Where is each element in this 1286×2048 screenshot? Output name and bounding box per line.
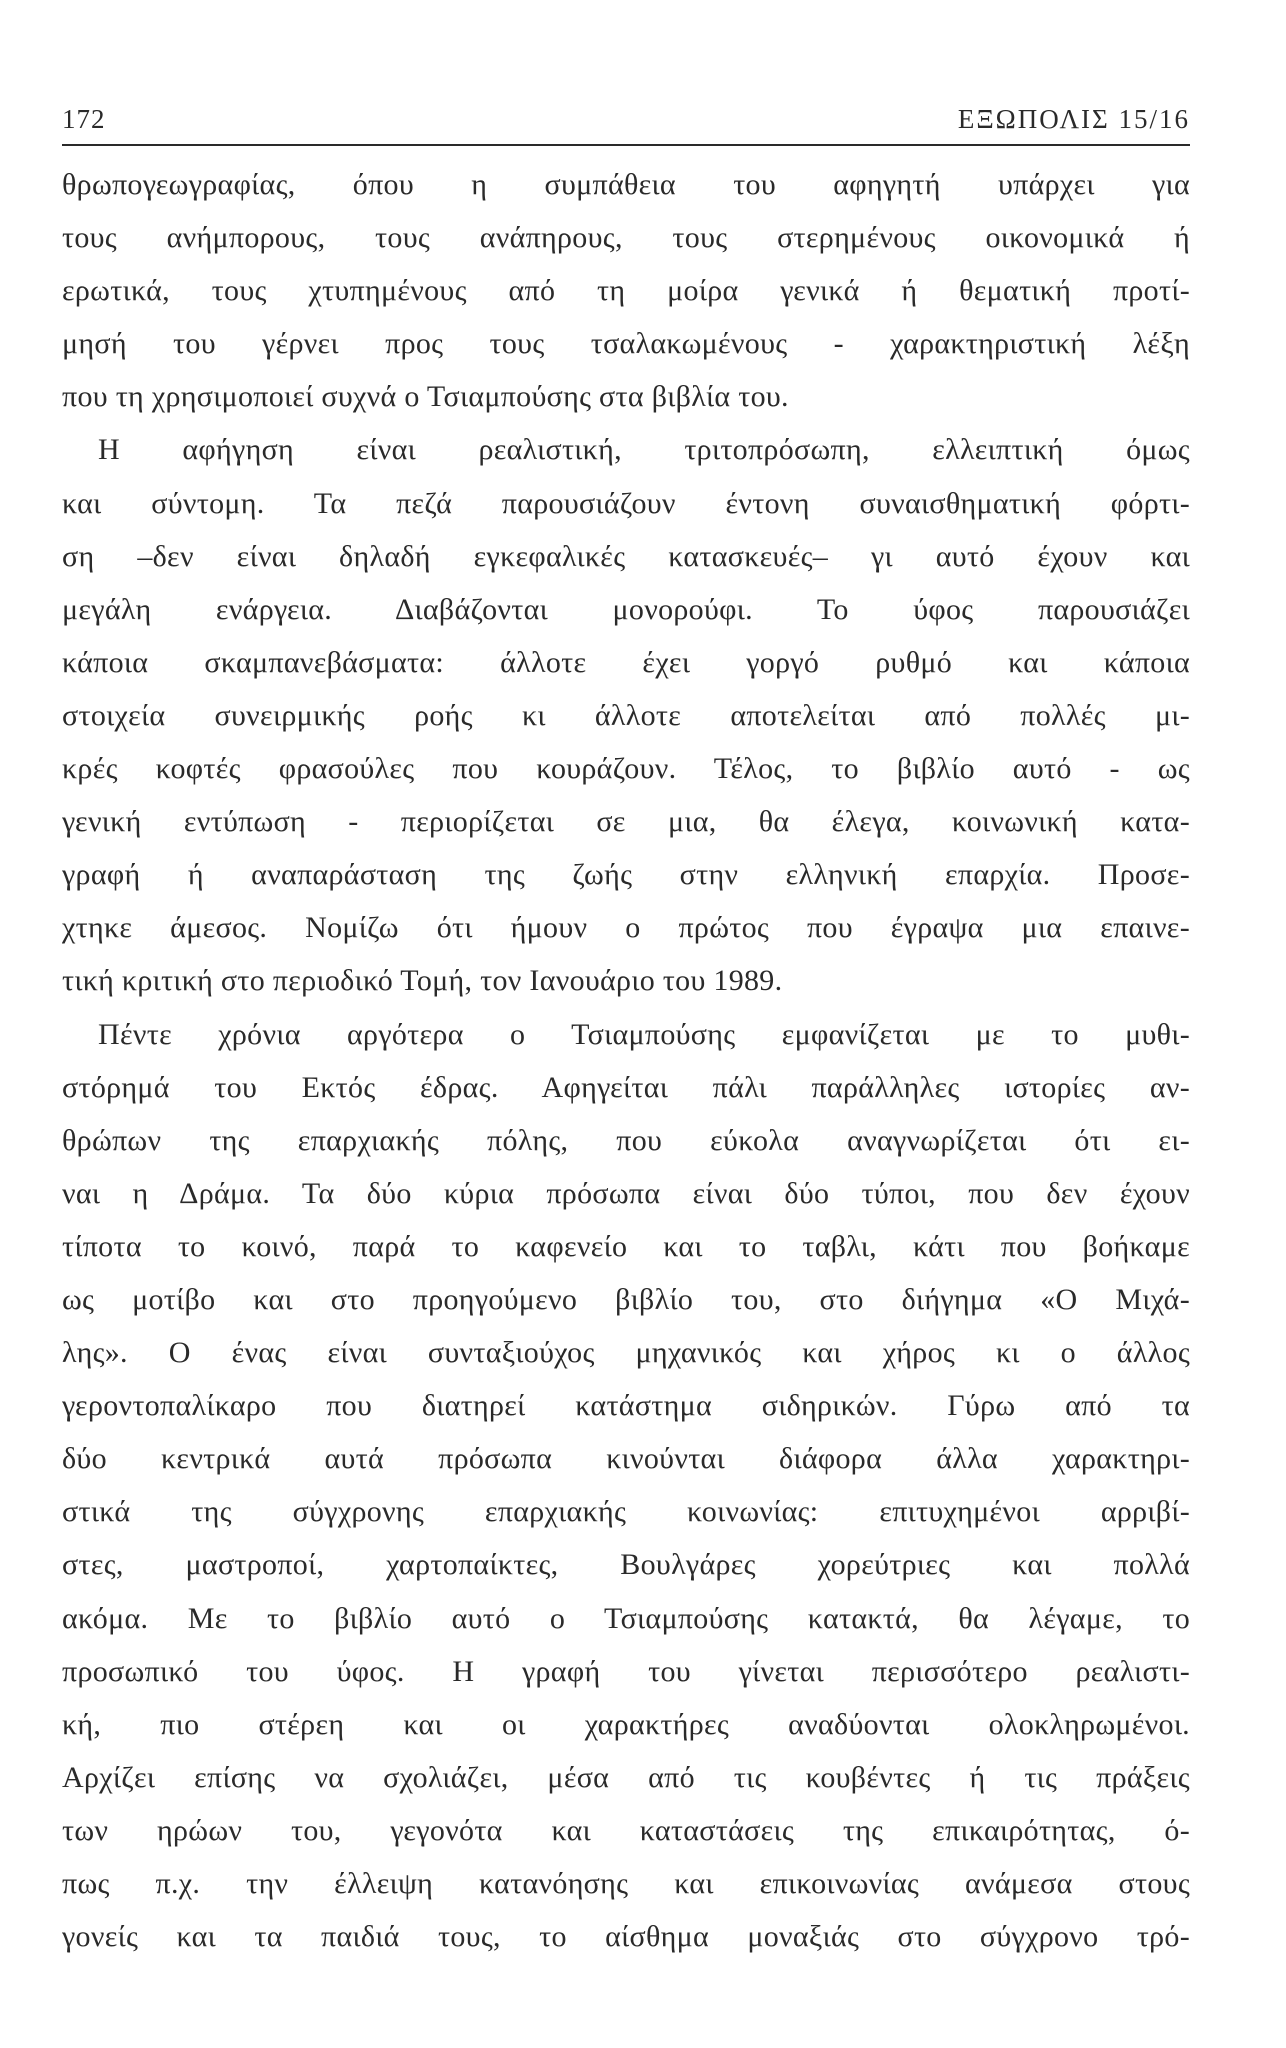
text-line: που τη χρησιμοποιεί συχνά ο Τσιαμπούσης στα βιβλία του. [62,380,789,414]
text-line: τους ανήμπορους, τους ανάπηρους, τους στερημένους οικονομικά ή [62,221,1190,255]
text-line: ως μοτίβο και στο προηγούμενο βιβλίο του, στο διήγημα «Ο Μιχά- [62,1282,1190,1316]
text-line: στοιχεία συνειρμικής ροής κι άλλοτε αποτελείται από πολλές μι- [62,698,1190,732]
text-line: στικά της σύγχρονης επαρχιακής κοινωνίας: επιτυχημένοι αρριβί- [62,1495,1190,1529]
text-line: μησή του γέρνει προς τους τσαλακωμένους - χαρακτηριστική λέξη [62,327,1190,361]
text-line: θρώπων της επαρχιακής πόλης, που εύκολα αναγνωρίζεται ότι ει- [62,1123,1190,1157]
text-line: θρωπογεωγραφίας, όπου η συμπάθεια του αφηγητή υπάρχει για [62,168,1190,201]
text-line: Αρχίζει επίσης να σχολιάζει, μέσα από τις κουβέντες ή τις πράξεις [62,1760,1190,1794]
journal-title: ΕΞΩΠΟΛΙΣ 15/16 [957,104,1190,134]
text-line: και σύντομη. Τα πεζά παρουσιάζουν έντονη συναισθηματική φόρτι- [62,486,1190,520]
running-header [62,102,1190,146]
text-line: γεροντοπαλίκαρο που διατηρεί κατάστημα σιδηρικών. Γύρω από τα [62,1389,1190,1423]
text-line: χτηκε άμεσος. Νομίζω ότι ήμουν ο πρώτος που έγραψα μια επαινε- [62,911,1190,945]
text-line: στόρημά του Εκτός έδρας. Αφηγείται πάλι παράλληλες ιστορίες αν- [62,1070,1190,1104]
text-line: πως π.χ. την έλλειψη κατανόησης και επικοινωνίας ανάμεσα στους [62,1867,1190,1900]
text-line: κή, πιο στέρεη και οι χαρακτήρες αναδύονται ολοκληρωμένοι. [62,1707,1190,1741]
text-line: γονείς και τα παιδιά τους, το αίσθημα μοναξιάς στο σύγχρονο τρό- [62,1920,1190,1954]
page-number: 172 [62,104,106,134]
text-line: ακόμα. Με το βιβλίο αυτό ο Τσιαμπούσης κατακτά, θα λέγαμε, το [62,1601,1190,1635]
text-line: ερωτικά, τους χτυπημένους από τη μοίρα γενικά ή θεματική προτί- [62,274,1190,308]
text-line: κάποια σκαμπανεβάσματα: άλλοτε έχει γοργό ρυθμό και κάποια [62,645,1190,679]
text-line: προσωπικό του ύφος. Η γραφή του γίνεται περισσότερο ρεαλιστι- [62,1654,1190,1688]
text-line: Πέντε χρόνια αργότερα ο Τσιαμπούσης εμφανίζεται με το μυθι- [98,1017,1190,1051]
text-line: κρές κοφτές φρασούλες που κουράζουν. Τέλος, το βιβλίο αυτό - ως [62,752,1190,786]
text-line: ναι η Δράμα. Τα δύο κύρια πρόσωπα είναι δύο τύποι, που δεν έχουν [62,1176,1190,1210]
text-line: γενική εντύπωση - περιορίζεται σε μια, θα έλεγα, κοινωνική κατα- [62,805,1190,839]
text-line: των ηρώων του, γεγονότα και καταστάσεις της επικαιρότητας, ό- [62,1813,1190,1847]
body-text [62,158,1190,1963]
text-line: γραφή ή αναπαράσταση της ζωής στην ελληνική επαρχία. Προσε- [62,858,1190,892]
text-line: τική κριτική στο περιοδικό Τομή, τον Ιανουάριο του 1989. [62,964,783,998]
text-line: στες, μαστροποί, χαρτοπαίκτες, Βουλγάρες χορεύτριες και πολλά [62,1548,1190,1582]
text-line: λης». Ο ένας είναι συνταξιούχος μηχανικός και χήρος κι ο άλλος [62,1336,1190,1370]
text-line: δύο κεντρικά αυτά πρόσωπα κινούνται διάφορα άλλα χαρακτηρι- [62,1442,1190,1476]
text-line: τίποτα το κοινό, παρά το καφενείο και το ταβλι, κάτι που βοήκαμε [62,1229,1190,1263]
text-line: ση –δεν είναι δηλαδή εγκεφαλικές κατασκευές– γι αυτό έχουν και [62,539,1190,573]
text-line: Η αφήγηση είναι ρεαλιστική, τριτοπρόσωπη, ελλειπτική όμως [98,433,1190,467]
text-line: μεγάλη ενάργεια. Διαβάζονται μονορούφι. Το ύφος παρουσιάζει [62,592,1190,626]
